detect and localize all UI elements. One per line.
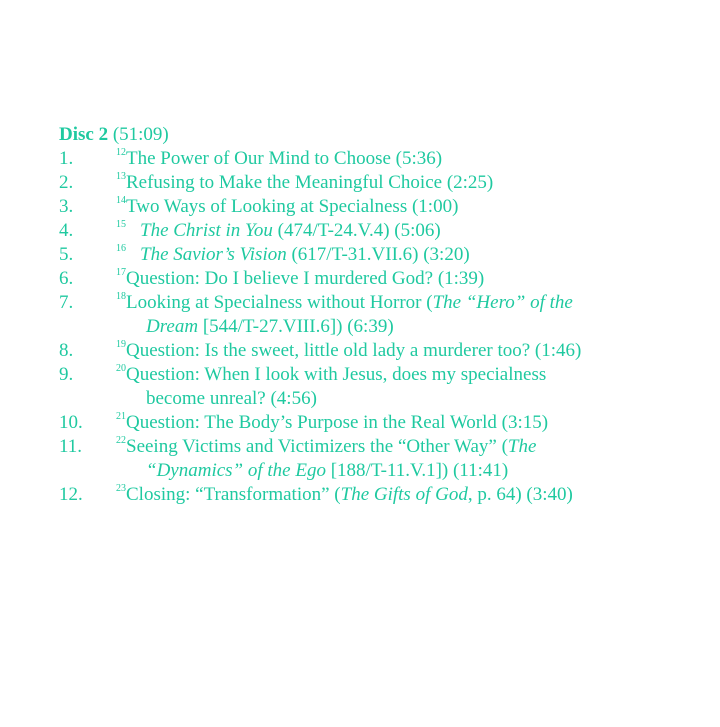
track-number: 5. [59, 244, 74, 265]
track-ref: 23 [116, 483, 126, 494]
track-row [59, 483, 699, 507]
track-number: 10. [59, 412, 83, 433]
disc-heading [59, 123, 699, 147]
track-title-text: become unreal? (4:56) [146, 388, 317, 409]
track-title [116, 195, 699, 219]
track-number: 1. [59, 148, 74, 169]
track-listing [59, 123, 699, 507]
track-title-text: (474/T-24.V.4) (5:06) [272, 220, 441, 241]
track-number: 4. [59, 220, 74, 241]
track-title-italic: The “Hero” of the [432, 292, 573, 313]
track-title [116, 363, 699, 411]
track-title-text: Question: Is the sweet, little old lady a murderer too? (1:46) [126, 340, 582, 361]
track-title-italic: The Gifts of God [340, 484, 468, 505]
track-ref: 17 [116, 267, 126, 278]
track-number: 3. [59, 196, 74, 217]
track-row [59, 171, 699, 195]
track-row [59, 243, 699, 267]
track-title [116, 219, 699, 243]
track-ref: 18 [116, 291, 126, 302]
track-ref: 20 [116, 363, 126, 374]
track-title [116, 435, 699, 483]
track-title-text: Looking at Specialness without Horror ( [126, 292, 433, 313]
track-row [59, 291, 699, 339]
track-title [116, 291, 699, 339]
track-title-text: Question: The Body’s Purpose in the Real World (3:15) [126, 412, 549, 433]
track-title [116, 483, 699, 507]
track-row [59, 147, 699, 171]
track-row [59, 339, 699, 363]
track-ref: 16 [116, 243, 126, 254]
track-title-text: (617/T-31.VII.6) (3:20) [286, 244, 470, 265]
track-title-text: [544/T-27.VIII.6]) (6:39) [198, 316, 394, 337]
track-number: 2. [59, 172, 74, 193]
disc-label: Disc 2 [59, 124, 109, 145]
track-title [116, 171, 699, 195]
track-title-italic: The [507, 436, 537, 457]
track-title-text: Question: Do I believe I murdered God? (1:39) [126, 268, 485, 289]
track-title-text: [188/T-11.V.1]) (11:41) [325, 460, 509, 481]
track-number: 11. [59, 436, 83, 457]
track-number: 8. [59, 340, 74, 361]
track-number: 7. [59, 292, 74, 313]
track-ref: 21 [116, 411, 126, 422]
track-row [59, 195, 699, 219]
track-ref: 13 [116, 171, 126, 182]
track-title-italic: Dream [146, 316, 199, 337]
track-title-text: The Power of Our Mind to Choose (5:36) [126, 148, 443, 169]
track-title [116, 267, 699, 291]
track-ref: 22 [116, 435, 126, 446]
disc-duration: (51:09) [112, 124, 169, 145]
track-row [59, 219, 699, 243]
track-number: 6. [59, 268, 74, 289]
track-row [59, 435, 699, 483]
track-number: 12. [59, 484, 83, 505]
track-ref: 15 [116, 219, 126, 230]
track-title-italic: The Savior’s Vision [140, 244, 287, 265]
track-title-text: Closing: “Transformation” ( [126, 484, 341, 505]
track-title-text: Question: When I look with Jesus, does my specialness [126, 364, 547, 385]
track-title [116, 339, 699, 363]
track-title-italic: The Christ in You [140, 220, 273, 241]
track-ref: 19 [116, 339, 126, 350]
track-ref: 14 [116, 195, 126, 206]
track-ref: 12 [116, 147, 126, 158]
track-title-text: Two Ways of Looking at Specialness (1:00) [126, 196, 459, 217]
track-title-text: Seeing Victims and Victimizers the “Other Way” ( [126, 436, 508, 457]
track-row [59, 363, 699, 411]
track-title-text: Refusing to Make the Meaningful Choice (2:25) [126, 172, 494, 193]
track-title [116, 147, 699, 171]
track-title [116, 411, 699, 435]
track-title [116, 243, 699, 267]
track-title-text: , p. 64) (3:40) [467, 484, 573, 505]
track-number: 9. [59, 364, 74, 385]
track-row [59, 411, 699, 435]
track-row [59, 267, 699, 291]
track-title-italic: “Dynamics” of the Ego [146, 460, 326, 481]
